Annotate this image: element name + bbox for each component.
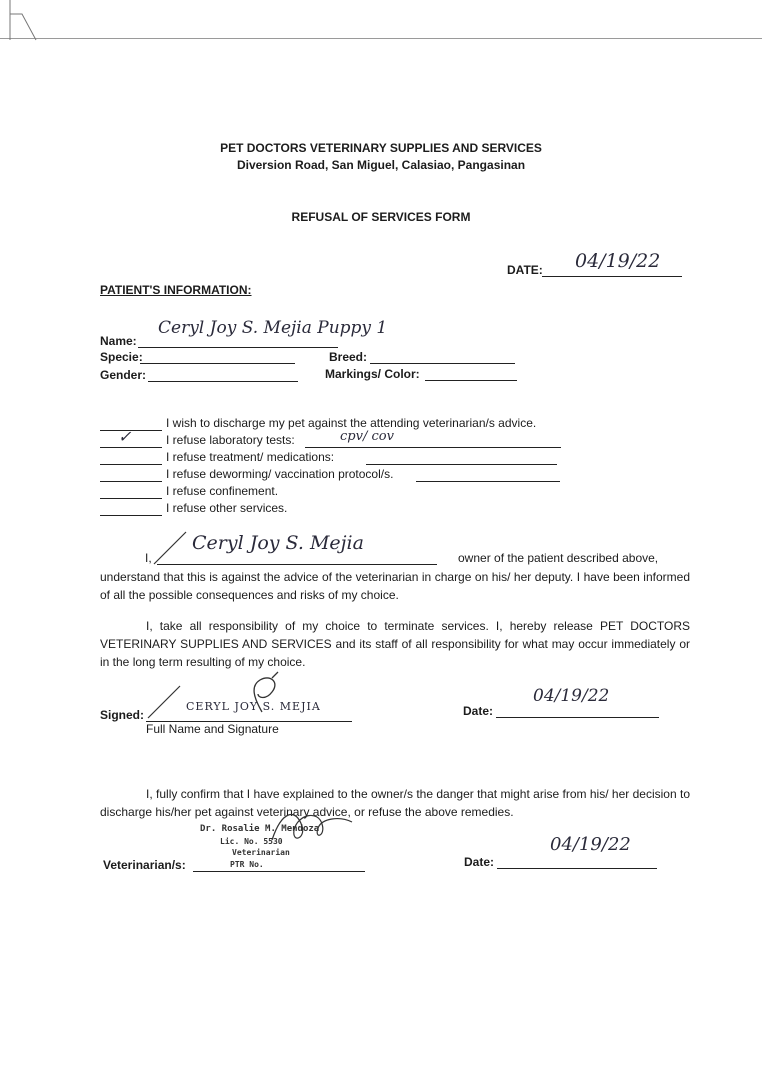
vet-date-line[interactable] xyxy=(497,854,657,869)
vet-date-value: 04/19/22 xyxy=(550,834,631,855)
patient-info-heading: PATIENT'S INFORMATION: xyxy=(100,283,252,297)
date-label: DATE: xyxy=(507,263,543,277)
option-text: I wish to discharge my pet against the attending veterinarian/s advice. xyxy=(166,416,537,430)
release-text: I, take all responsibility of my choice to terminate services. I, hereby release PET DOCTORS VETERINARY SUPPLIES AND SERVICES and its staff of all responsibility for what may occur immediately or in the long term resulting of my choice. xyxy=(100,619,690,669)
form-title: REFUSAL OF SERVICES FORM xyxy=(291,210,471,224)
option-mark: ✓ xyxy=(118,427,132,446)
gender-label: Gender: xyxy=(100,368,147,382)
markings-line[interactable] xyxy=(425,366,517,381)
specie-label: Specie: xyxy=(100,350,143,364)
option-blank[interactable] xyxy=(100,484,162,499)
signed-date-label: Date: xyxy=(463,704,494,718)
breed-label: Breed: xyxy=(329,350,368,364)
statement-text: understand that this is against the advice of the veterinarian in charge on his/ her deputy. I have been informed of all the possible consequences and risks of my choice. xyxy=(100,570,690,602)
option-text: I refuse laboratory tests: xyxy=(166,433,295,447)
option-detail: cpv/ cov xyxy=(340,429,394,444)
option-text: I refuse treatment/ medications: xyxy=(166,450,335,464)
owner-slash-mark xyxy=(150,528,190,568)
folded-corner-mark xyxy=(8,0,38,42)
option-detail-line[interactable] xyxy=(416,467,560,482)
option-text: I refuse other services. xyxy=(166,501,288,515)
option-detail-line[interactable] xyxy=(366,450,557,465)
signed-label: Signed: xyxy=(100,708,144,722)
stamp-ptr: PTR No. xyxy=(230,860,264,869)
company-address: Diversion Road, San Miguel, Calasiao, Pangasinan xyxy=(236,158,526,172)
option-text: I refuse confinement. xyxy=(166,484,279,498)
signed-name-value: CERYL JOY S. MEJIA xyxy=(186,700,321,713)
option-text: I refuse deworming/ vaccination protocol/s. xyxy=(166,467,394,481)
option-blank[interactable] xyxy=(100,467,162,482)
vet-date-label: Date: xyxy=(464,855,495,869)
specie-line[interactable] xyxy=(140,349,295,364)
owner-name-value: Ceryl Joy S. Mejia xyxy=(192,532,364,554)
statement-prefix: I, xyxy=(145,551,152,565)
veterinarian-signature-mark xyxy=(262,800,362,860)
statement-line1-tail: owner of the patient described above, xyxy=(458,551,659,565)
breed-line[interactable] xyxy=(370,349,515,364)
name-label: Name: xyxy=(100,334,137,348)
stamp-license: Lic. No. 5530 xyxy=(220,837,283,846)
markings-label: Markings/ Color: xyxy=(325,367,420,381)
gender-line[interactable] xyxy=(148,367,298,382)
signed-date-value: 04/19/22 xyxy=(533,686,610,706)
stamp-title: Veterinarian xyxy=(232,848,290,857)
date-value: 04/19/22 xyxy=(575,250,661,272)
owner-signature-mark xyxy=(140,668,320,722)
stamp-name: Dr. Rosalie M. Mendoza xyxy=(200,824,320,834)
name-value: Ceryl Joy S. Mejia Puppy 1 xyxy=(158,318,388,338)
company-name: PET DOCTORS VETERINARY SUPPLIES AND SERVICES xyxy=(220,141,542,155)
confirm-text: I, fully confirm that I have explained to the owner/s the danger that might arise from his/ her decision to discharge his/her pet against veterinary advice, or refuse the above remedies. xyxy=(100,787,690,819)
option-blank[interactable] xyxy=(100,450,162,465)
signature-caption: Full Name and Signature xyxy=(146,722,279,736)
veterinarian-label: Veterinarian/s: xyxy=(103,858,186,872)
option-blank[interactable] xyxy=(100,501,162,516)
scan-edge-line xyxy=(0,38,762,39)
